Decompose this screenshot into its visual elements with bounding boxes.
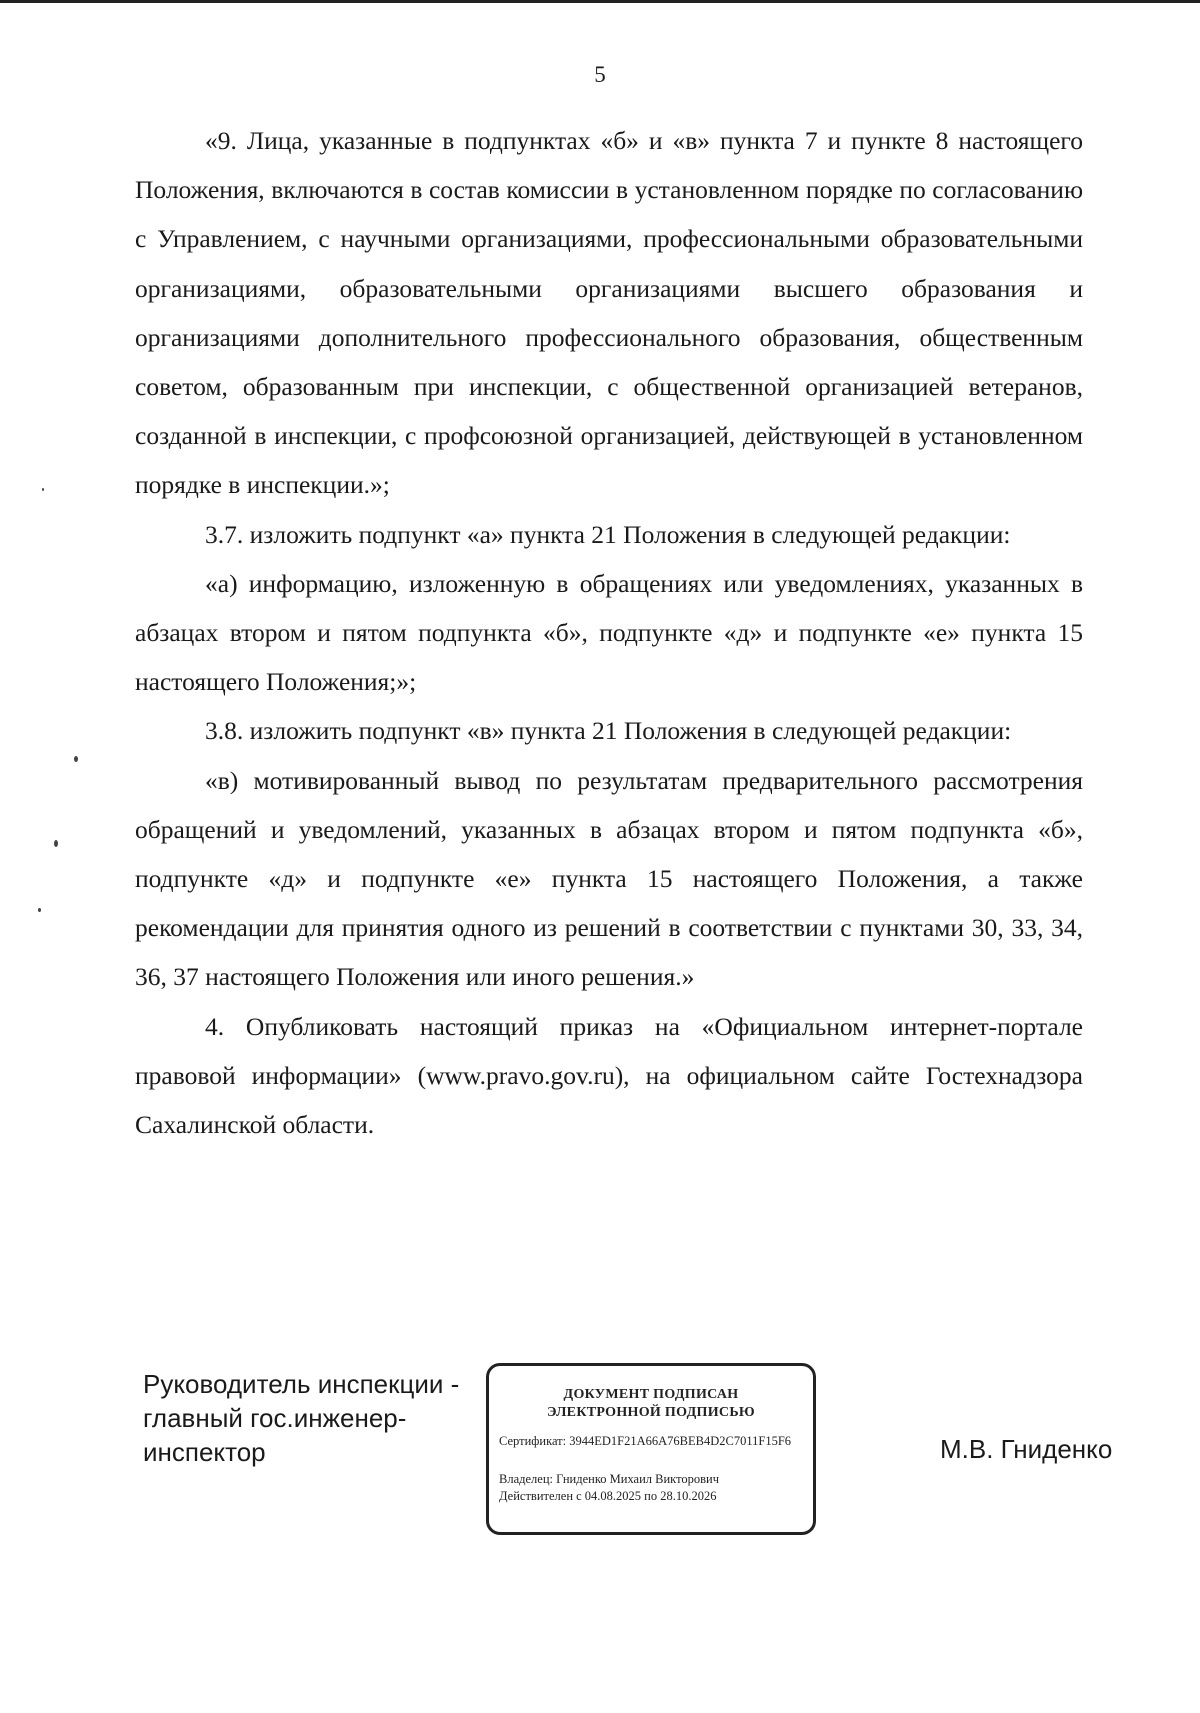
paragraph-item-9: «9. Лица, указанные в подпунктах «б» и «в» пункта 7 и пункте 8 настоящего Положения, включаются в состав комиссии в установленном порядке по согласованию с Управлением, с научными организациями, профессиональными образовательными организациями, образовательными организациями высшего образования и организациями дополнительного профессионального образования, общественным советом, образованным при инспекции, с общественной организацией ветеранов, созданной в инспекции, с профсоюзной организацией, действующей в установленном порядке в инспекции.»;	[135, 126, 1083, 500]
stamp-title-line: ДОКУМЕНТ ПОДПИСАН	[563, 1387, 739, 1402]
paragraph-3-7: 3.7. изложить подпункт «а» пункта 21 Положения в следующей редакции:	[205, 519, 1011, 549]
paragraph-subitem-a: «а) информацию, изложенную в обращениях или уведомлениях, указанных в абзацах втором и пятом подпункта «б», подпункте «д» и подпункте «е» пункта 15 настоящего Положения;»;	[135, 568, 1083, 697]
stamp-title	[489, 1386, 813, 1422]
stamp-validity: Действителен с 04.08.2025 по 28.10.2026	[499, 1489, 717, 1503]
document-body	[135, 116, 1083, 1149]
signer-name: М.В. Гниденко	[940, 1434, 1113, 1464]
page-number: 5	[594, 62, 606, 87]
position-line: инспектор	[143, 1437, 266, 1467]
paragraph-subitem-v: «в) мотивированный вывод по результатам предварительного рассмотрения обращений и уведомлений, указанных в абзацах втором и пятом подпункта «б», подпункте «д» и подпункте «е» пункта 15 настоящего Положения, а также рекомендации для принятия одного из решений в соответствии с пунктами 30, 33, 34, 36, 37 настоящего Положения или иного решения.»	[135, 765, 1083, 992]
position-line: Руководитель инспекции -	[143, 1369, 460, 1399]
paragraph-3-8: 3.8. изложить подпункт «в» пункта 21 Положения в следующей редакции:	[205, 716, 1012, 746]
electronic-signature-stamp	[486, 1363, 816, 1535]
signatory-position	[143, 1367, 459, 1469]
stamp-title-line: ЭЛЕКТРОННОЙ ПОДПИСЬЮ	[547, 1405, 755, 1420]
scan-speck	[54, 840, 58, 847]
scan-speck	[42, 488, 44, 491]
scan-speck	[38, 908, 41, 912]
stamp-owner: Владелец: Гниденко Михаил Викторович	[499, 1472, 719, 1486]
position-line: главный гос.инженер-	[143, 1403, 407, 1433]
scan-speck	[74, 756, 78, 762]
paragraph-4-publish: 4. Опубликовать настоящий приказ на «Официальном интернет-портале правовой информации» (www.pravo.gov.ru), на официальном сайте Гостехнадзора Сахалинской области.	[135, 1011, 1083, 1140]
stamp-certificate: Сертификат: 3944ED1F21A66A76BEB4D2C7011F15F6	[499, 1434, 792, 1448]
scan-top-border	[0, 0, 1200, 3]
stamp-owner-info	[499, 1471, 813, 1505]
